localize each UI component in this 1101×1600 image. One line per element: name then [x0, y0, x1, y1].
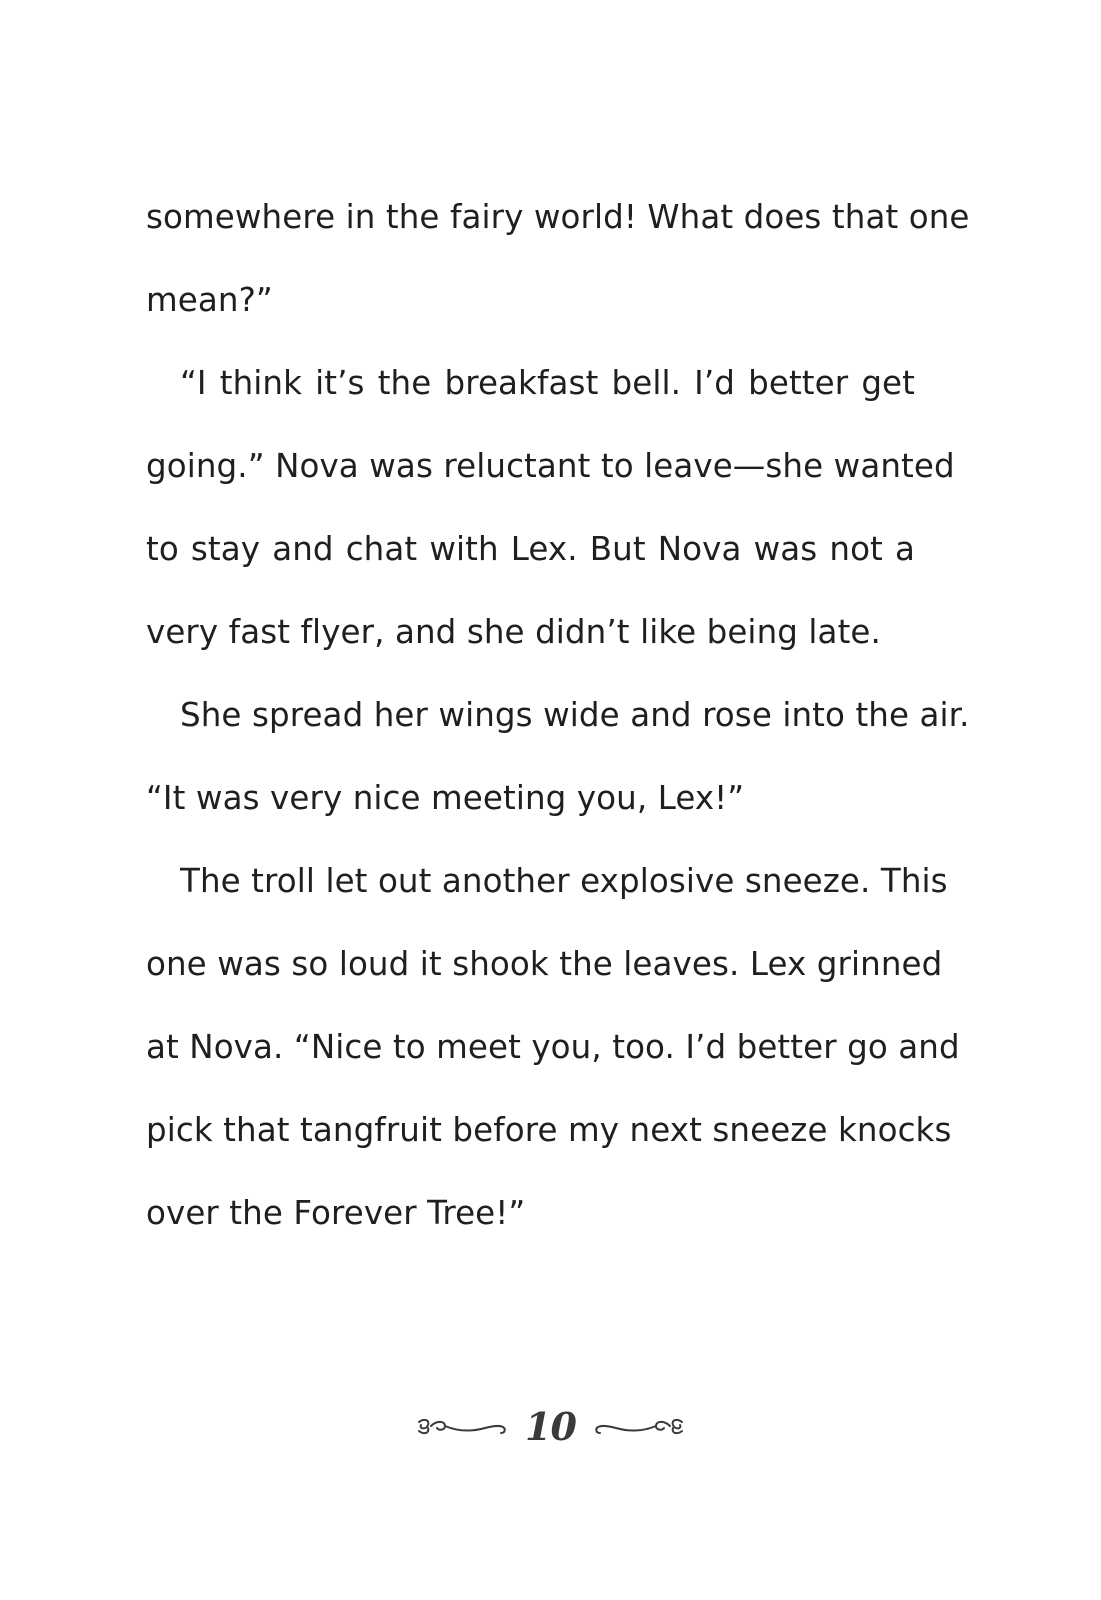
text-line: somewhere in the fairy world! What does that one: [146, 198, 970, 236]
text-line: “I think it’s the breakfast bell. I’d better get: [180, 364, 915, 402]
text-line: The troll let out another explosive sneeze. This: [180, 862, 948, 900]
text-line: over the Forever Tree!”: [146, 1194, 526, 1232]
page-footer: [0, 1398, 1101, 1454]
text-line: one was so loud it shook the leaves. Lex grinned: [146, 945, 943, 983]
text-line: going.” Nova was reluctant to leave—she wanted: [146, 447, 955, 485]
text-line: “It was very nice meeting you, Lex!”: [146, 779, 745, 817]
swash-ornament-left-icon: [415, 1411, 511, 1441]
text-line: very fast flyer, and she didn’t like being late.: [146, 613, 881, 651]
swash-ornament-right-icon: [590, 1411, 686, 1441]
text-line: She spread her wings wide and rose into the air.: [180, 696, 970, 734]
text-line: pick that tangfruit before my next sneeze knocks: [146, 1111, 952, 1149]
text-line: at Nova. “Nice to meet you, too. I’d better go and: [146, 1028, 960, 1066]
text-line: to stay and chat with Lex. But Nova was not a: [146, 530, 915, 568]
text-line: mean?”: [146, 281, 273, 319]
body-text: [146, 176, 970, 1255]
page-number: 10: [525, 1403, 576, 1449]
